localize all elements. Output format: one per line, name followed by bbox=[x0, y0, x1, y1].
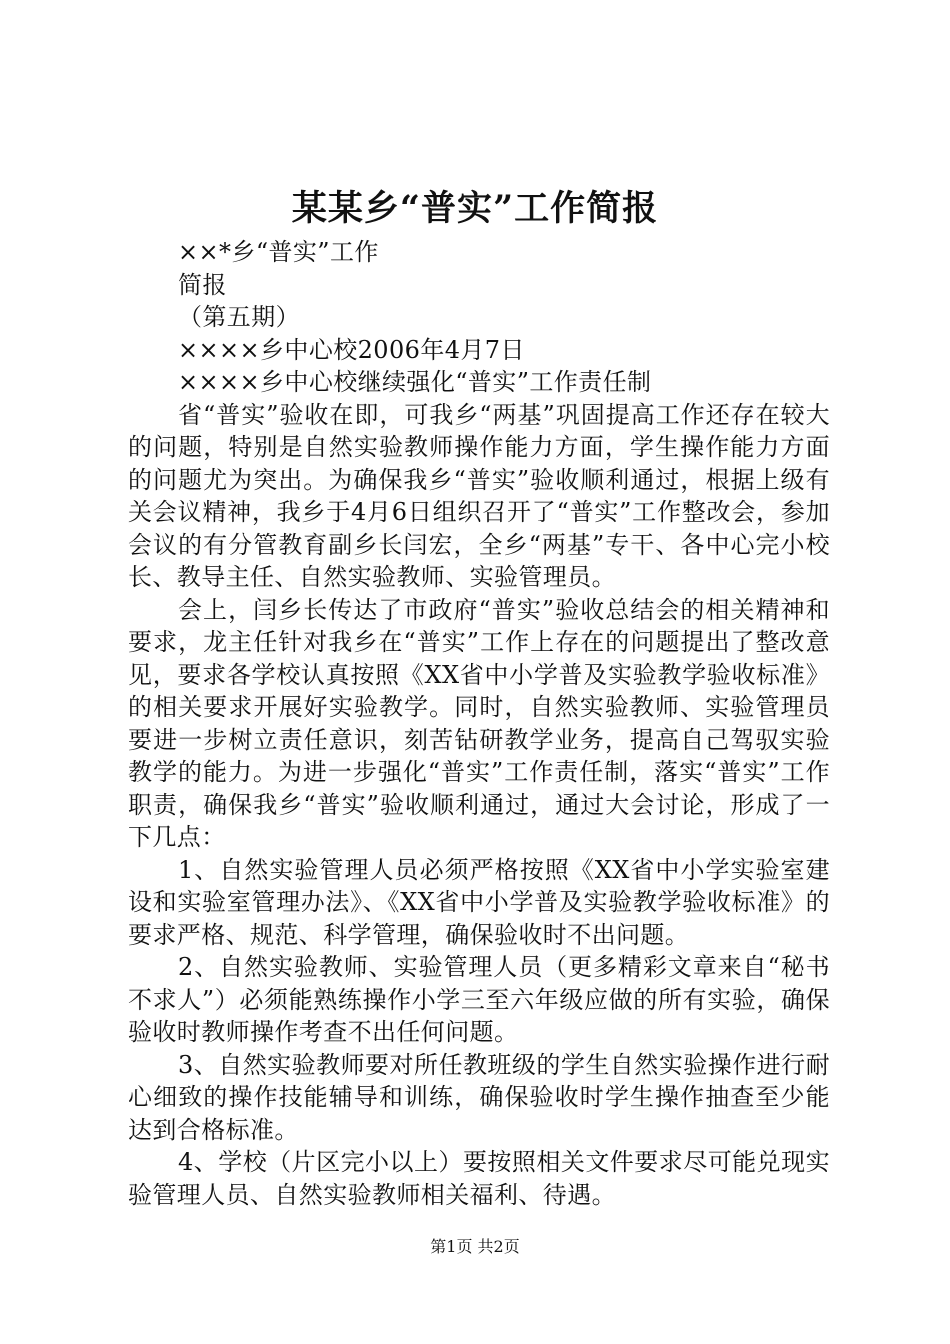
paragraph: 省“普实”验收在即，可我乡“两基”巩固提高工作还存在较大的问题，特别是自然实验教师操作能力方面，学生操作能力方面的问题尤为突出。为确保我乡“普实”验收顺利通过，根据上级有关会议精神，我乡于4月6日组织召开了“普实”工作整改会，参加会议的有分管教育副乡长闫宏，全乡“两基”专干、各中心完小校长、教导主任、自然实验教师、实验管理员。 bbox=[128, 400, 830, 591]
list-item: 4、学校（片区完小以上）要按照相关文件要求尽可能兑现实验管理人员、自然实验教师相关福利、待遇。 bbox=[128, 1148, 830, 1209]
document-title: 某某乡“普实”工作简报 bbox=[291, 188, 659, 229]
header-line-series: ××*乡“普实”工作 bbox=[178, 238, 379, 266]
document-body bbox=[128, 236, 830, 1211]
header-line-brief: 简报 bbox=[178, 270, 227, 299]
header-line-date: ××××乡中心校2006年4月7日 bbox=[178, 335, 525, 364]
page-number: 第1页 共2页 bbox=[430, 1237, 520, 1256]
list-item: 2、自然实验教师、实验管理人员（更多精彩文章来自“秘书不求人”）必须能熟练操作小学三至六年级应做的所有实验，确保验收时教师操作考查不出任何问题。 bbox=[128, 953, 830, 1046]
header-line-issue: （第五期） bbox=[178, 303, 300, 331]
list-item: 1、自然实验管理人员必须严格按照《XX省中小学实验室建设和实验室管理办法》、《XX省中小学普及实验教学验收标准》的要求严格、规范、科学管理，确保验收时不出问题。 bbox=[128, 855, 830, 949]
paragraph: 会上，闫乡长传达了市政府“普实”验收总结会的相关精神和要求，龙主任针对我乡在“普实”工作上存在的问题提出了整改意见，要求各学校认真按照《XX省中小学普及实验教学验收标准》的相关要求开展好实验教学。同时，自然实验教师、实验管理员要进一步树立责任意识，刻苦钻研教学业务，提高自己驾驭实验教学的能力。为进一步强化“普实”工作责任制，落实“普实”工作职责，确保我乡“普实”验收顺利通过，通过大会讨论，形成了一下几点： bbox=[128, 595, 830, 851]
list-item: 3、自然实验教师要对所任教班级的学生自然实验操作进行耐心细致的操作技能辅导和训练，确保验收时学生操作抽查至少能达到合格标准。 bbox=[128, 1050, 830, 1144]
header-line-headline: ××××乡中心校继续强化“普实”工作责任制 bbox=[178, 368, 652, 396]
